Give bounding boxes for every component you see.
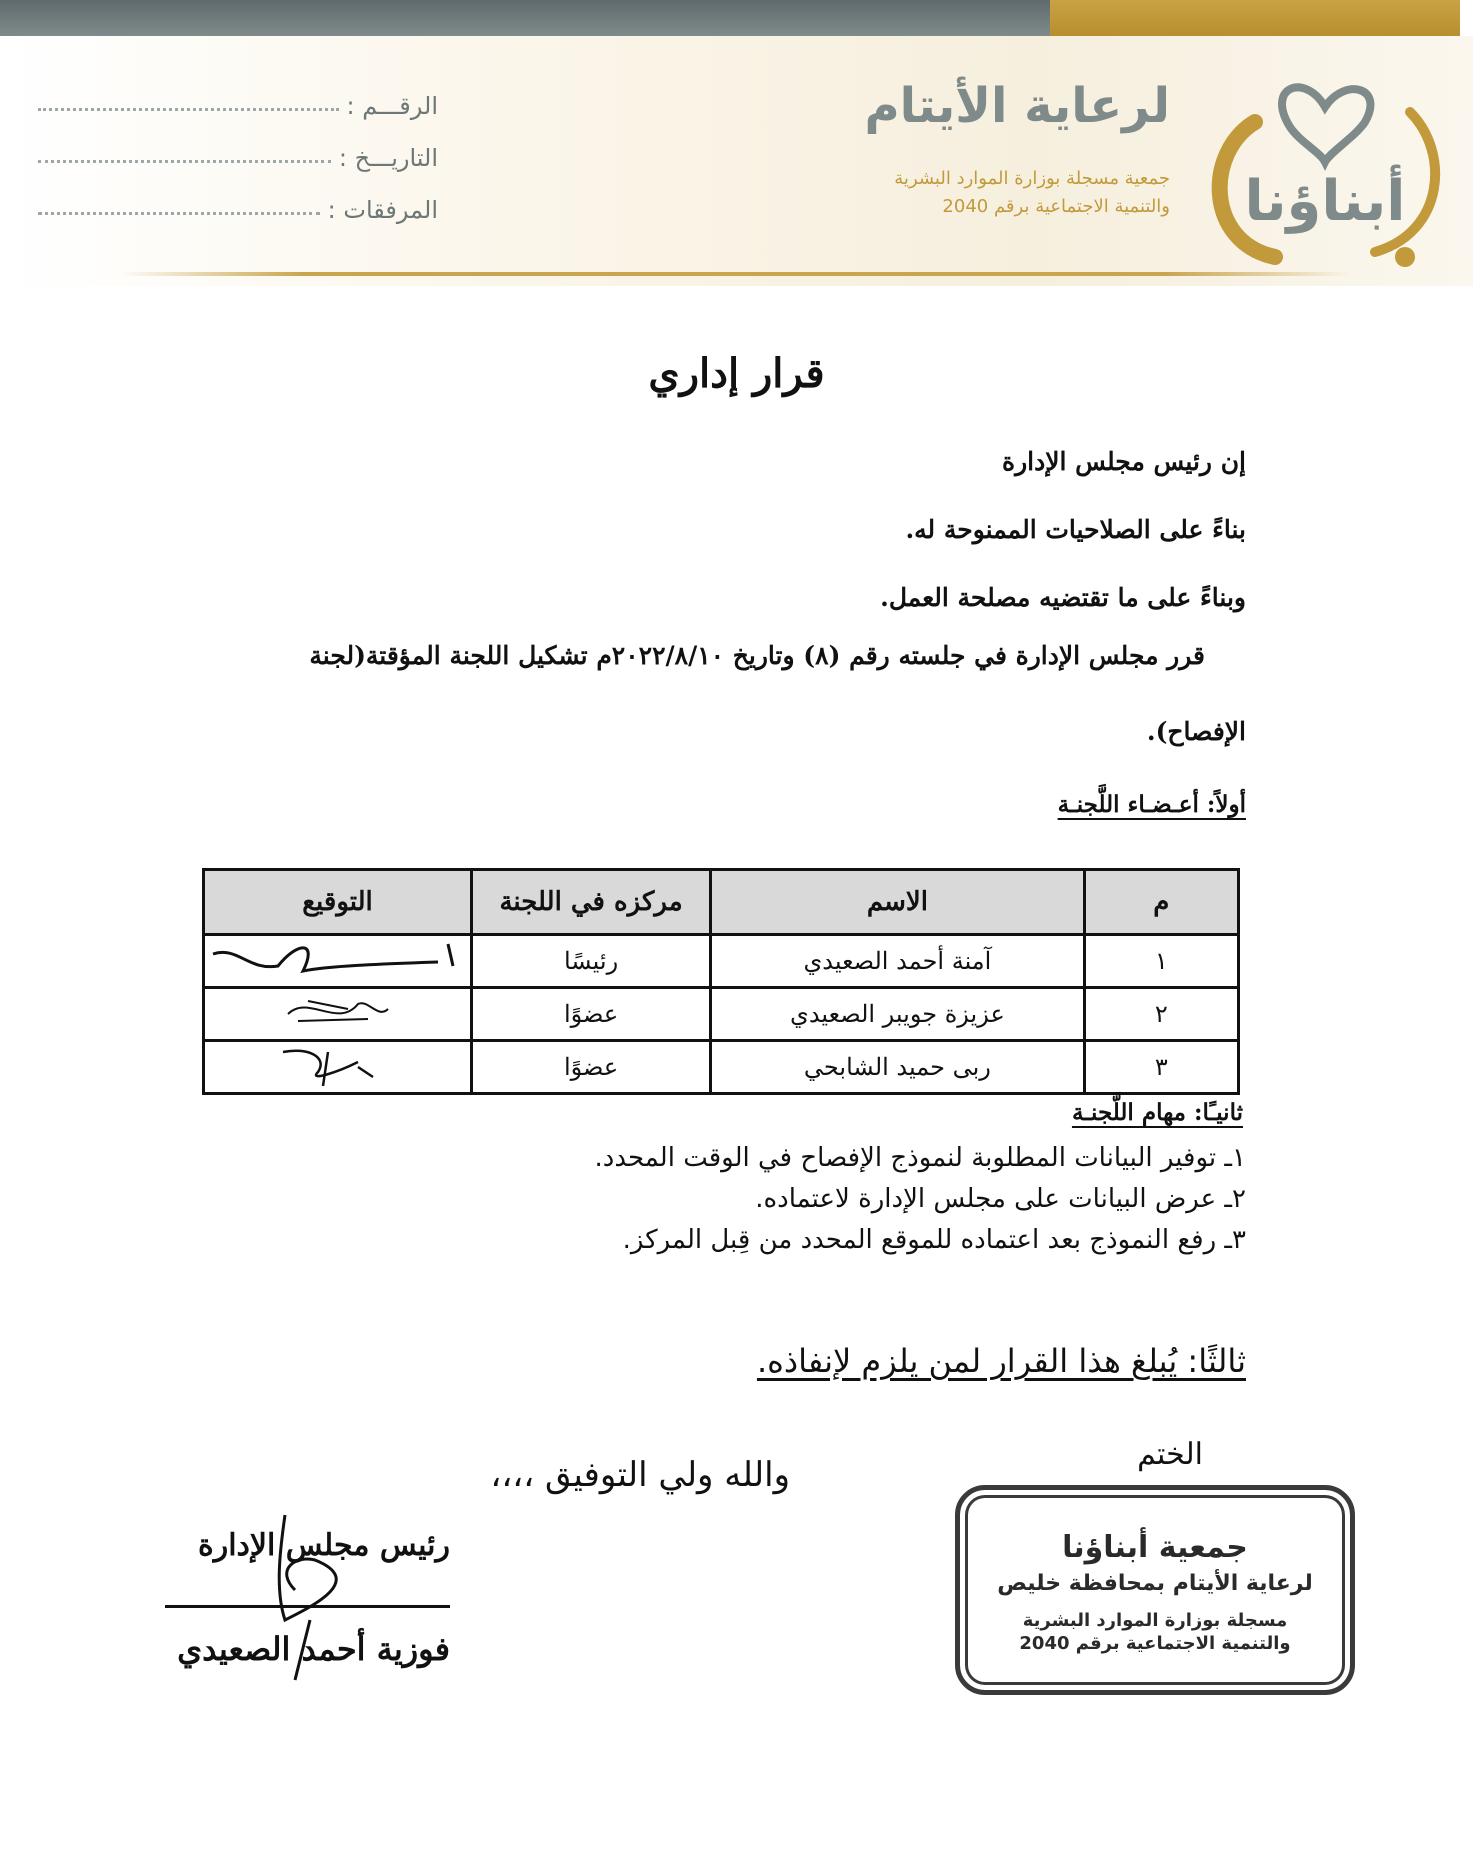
org-registration-line1: جمعية مسجلة بوزارة الموارد البشرية (894, 168, 1170, 189)
cell-number: ٣ (1084, 1041, 1238, 1094)
stamp-line-1: جمعية أبناؤنا (1062, 1530, 1248, 1565)
cell-number: ١ (1084, 935, 1238, 988)
closing-phrase: والله ولي التوفيق ،،،، (490, 1455, 790, 1495)
org-logo (1195, 52, 1455, 272)
section-notification: ثالثًا: يُبلغ هذا القرار لمن يلزم لإنفاذه. (756, 1342, 1246, 1380)
col-header-number: م (1084, 870, 1238, 935)
table-row (204, 935, 1239, 988)
cell-name: عزيزة جويبر الصعيدي (711, 988, 1085, 1041)
signatory-title: رئيس مجلس الإدارة (198, 1528, 450, 1563)
col-header-name: الاسم (711, 870, 1085, 935)
paragraph-interest: وبناءً على ما تقتضيه مصلحة العمل. (880, 583, 1246, 612)
meta-number-row (38, 86, 438, 126)
seal-label: الختم (1137, 1437, 1203, 1472)
cell-name: آمنة أحمد الصعيدي (711, 935, 1085, 988)
meta-number-label: الرقـــم : (346, 92, 438, 120)
paragraph-decision-line2: الإفصاح). (1146, 717, 1246, 746)
cell-number: ٢ (1084, 988, 1238, 1041)
members-table (202, 868, 1240, 1095)
cell-signature (204, 988, 472, 1041)
letterhead-divider (120, 272, 1350, 276)
cell-signature (204, 1041, 472, 1094)
official-stamp (955, 1485, 1355, 1695)
cell-role: عضوًا (472, 1041, 711, 1094)
section-members-heading: أولاً: أعـضـاء اللَّجنـة (1057, 791, 1246, 818)
paragraph-president: إن رئيس مجلس الإدارة (1002, 447, 1246, 476)
logo-text: أبناؤنا (1244, 169, 1406, 234)
stamp-line-4: والتنمية الاجتماعية برقم 2040 (1019, 1633, 1291, 1654)
section-tasks-heading: ثانيـًا: مهام اللَّجنـة (1071, 1099, 1243, 1126)
meta-date-dots (38, 160, 331, 163)
cell-signature (204, 935, 472, 988)
task-item-2: ٢ـ عرض البيانات على مجلس الإدارة لاعتماده. (755, 1184, 1246, 1214)
document-title: قرار إداري (648, 350, 825, 397)
table-row (204, 988, 1239, 1041)
meta-attachments-label: المرفقات : (327, 196, 438, 224)
table-row (204, 1041, 1239, 1094)
cell-role: رئيسًا (472, 935, 711, 988)
handwritten-signature-chairman (255, 1510, 375, 1690)
paragraph-authority: بناءً على الصلاحيات الممنوحة له. (905, 515, 1246, 544)
col-header-role: مركزه في اللجنة (472, 870, 711, 935)
header-bar-gold (1050, 0, 1460, 36)
org-registration-line2: والتنمية الاجتماعية برقم 2040 (942, 196, 1170, 217)
task-item-3: ٣ـ رفع النموذج بعد اعتماده للموقع المحدد من قِبل المركز. (622, 1225, 1246, 1255)
task-item-1: ١ـ توفير البيانات المطلوبة لنموذج الإفصاح في الوقت المحدد. (594, 1143, 1246, 1173)
paragraph-decision-line1: قرر مجلس الإدارة في جلسته رقم (٨) وتاريخ ٢٠٢٢/٨/١٠م تشكيل اللجنة المؤقتة(لجنة (309, 641, 1205, 670)
col-header-signature: التوقيع (204, 870, 472, 935)
handwritten-signature-1 (208, 936, 468, 980)
meta-attachments-dots (38, 212, 320, 215)
meta-date-label: التاريـــخ : (338, 144, 438, 172)
stamp-line-3: مسجلة بوزارة الموارد البشرية (1022, 1610, 1288, 1631)
org-name: لرعاية الأيتام (864, 78, 1170, 134)
signatory-name: فوزية أحمد الصعيدي (177, 1630, 450, 1668)
cell-name: ربى حميد الشابحي (711, 1041, 1085, 1094)
members-table-header (204, 870, 1239, 935)
handwritten-signature-2 (208, 989, 468, 1033)
meta-date-row (38, 138, 438, 178)
meta-number-dots (38, 108, 339, 111)
stamp-line-2: لرعاية الأيتام بمحافظة خليص (997, 1571, 1313, 1596)
header-bar-gray (0, 0, 1050, 36)
handwritten-signature-3 (208, 1042, 468, 1086)
cell-role: عضوًا (472, 988, 711, 1041)
meta-attachments-row (38, 190, 438, 230)
